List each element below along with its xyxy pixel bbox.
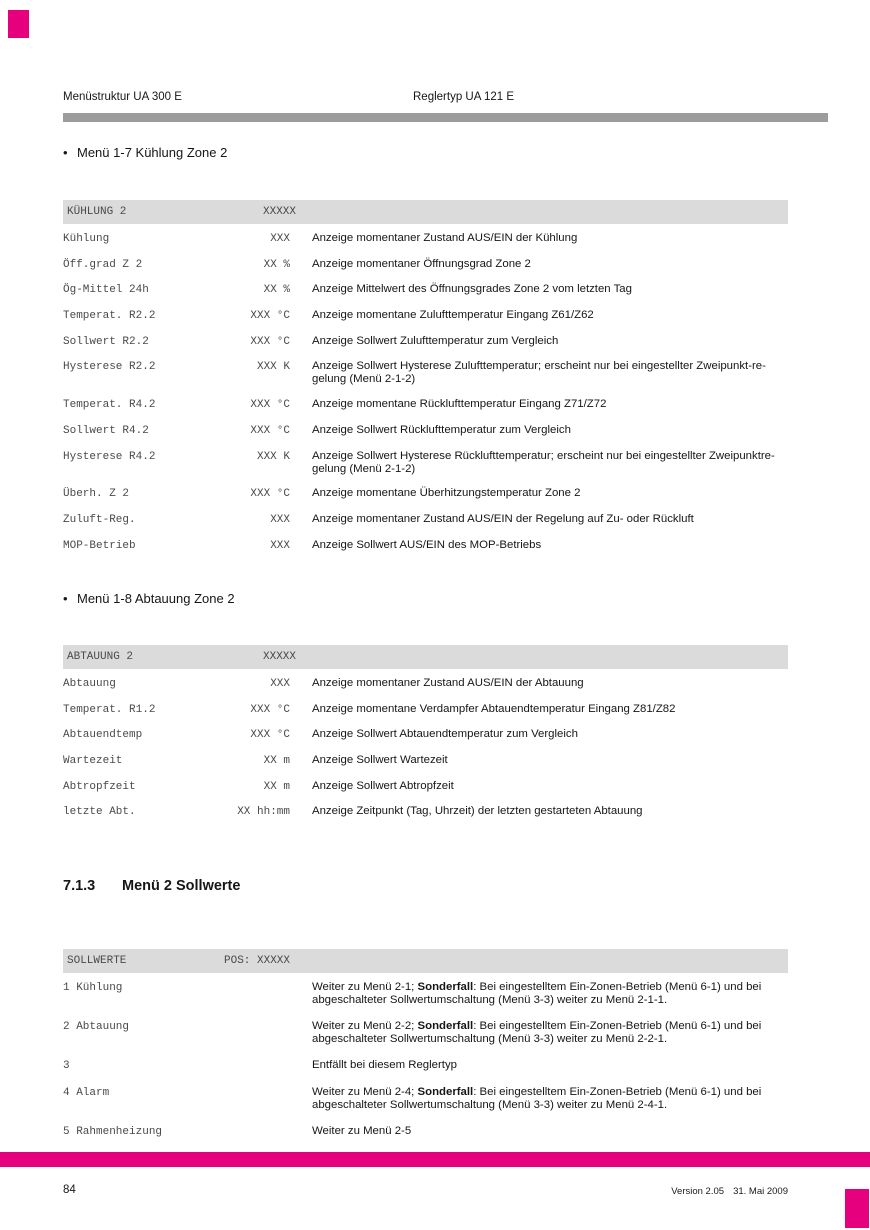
row-description: Weiter zu Menü 2-1; Sonderfall: Bei eingestelltem Ein-Zonen-Betrieb (Menü 6-1) und bei abgeschalteter Sollwertumschaltung (Menü 3-3) weiter zu Menü 2-1-1. (312, 981, 762, 1006)
table-row (63, 309, 788, 323)
table-abtauung (63, 645, 788, 831)
section-number: 7.1.3 (63, 878, 96, 894)
row-description: Anzeige Sollwert Zulufttemperatur zum Vergleich (312, 334, 559, 347)
row-label: 4 Alarm (63, 1087, 110, 1099)
brand-mark-bottom-right (845, 1189, 869, 1228)
table-row (63, 258, 788, 272)
row-label: 5 Rahmenheizung (63, 1126, 163, 1138)
table-header (63, 645, 788, 669)
row-description: Anzeige Zeitpunkt (Tag, Uhrzeit) der letzten gestarteten Abtauung (312, 805, 643, 818)
row-value: XX m (263, 755, 290, 768)
row-description: Anzeige Sollwert Abtropfzeit (312, 779, 454, 792)
row-value: XX % (263, 284, 290, 297)
table-pos-value: XXXXX (263, 651, 297, 663)
table-title: SOLLWERTE (67, 955, 127, 967)
row-description: Weiter zu Menü 2-4; Sonderfall: Bei eingestelltem Ein-Zonen-Betrieb (Menü 6-1) und bei abgeschalteter Sollwertumschaltung (Menü 3-3) weiter zu Menü 2-4-1. (312, 1086, 762, 1111)
brand-mark-top-left (8, 10, 29, 38)
row-description: Entfällt bei diesem Reglertyp (312, 1059, 457, 1071)
table-row (63, 1086, 788, 1112)
bullet-icon: • (63, 145, 68, 160)
table-row (63, 360, 788, 386)
row-value: XXX (270, 678, 290, 690)
row-description: Anzeige Sollwert Wartezeit (312, 754, 448, 767)
row-label: Zuluft-Reg. (63, 513, 136, 526)
table-row (63, 805, 788, 819)
table-title: ABTAUUNG 2 (67, 651, 134, 663)
row-value: XX % (263, 258, 290, 271)
date-label: 31. Mai 2009 (733, 1186, 788, 1197)
row-value: XXX °C (250, 729, 290, 742)
row-value: XXX °C (250, 424, 290, 437)
table-row (63, 1125, 788, 1139)
row-value: XX hh:mm (237, 806, 290, 819)
row-label: MOP-Betrieb (63, 539, 136, 552)
table-sollwerte (63, 949, 788, 1152)
row-value: XXX °C (250, 335, 290, 348)
table-pos-value: XXXXX (263, 206, 297, 218)
row-description: Anzeige Sollwert Abtauendtemperatur zum Vergleich (312, 728, 578, 741)
page-number: 84 (63, 1184, 76, 1196)
row-value: XXX °C (250, 399, 290, 412)
row-label: Überh. Z 2 (63, 488, 130, 501)
table-row (63, 1059, 788, 1073)
bullet-menu-1-7 (63, 145, 227, 160)
row-label: 1 Kühlung (63, 982, 123, 994)
table-title: KÜHLUNG 2 (67, 206, 127, 218)
table-row (63, 450, 788, 476)
table-pos-value: POS: XXXXX (224, 955, 291, 967)
row-description: Anzeige Mittelwert des Öffnungsgrades Zone 2 vom letzten Tag (312, 283, 632, 296)
row-description: Anzeige momentaner Zustand AUS/EIN der Kühlung (312, 232, 578, 244)
row-label: Temperat. R2.2 (63, 310, 156, 323)
row-description: Weiter zu Menü 2-2; Sonderfall: Bei eingestelltem Ein-Zonen-Betrieb (Menü 6-1) und bei abgeschalteter Sollwertumschaltung (Menü 3-3) weiter zu Menü 2-2-1. (312, 1020, 762, 1045)
row-label: Kühlung (63, 233, 110, 245)
row-description: Weiter zu Menü 2-5 (312, 1125, 412, 1137)
header-left-title: Menüstruktur UA 300 E (63, 91, 182, 103)
row-description: Anzeige momentaner Öffnungsgrad Zone 2 (312, 257, 531, 270)
row-label: Sollwert R2.2 (63, 335, 149, 348)
row-description: Anzeige Sollwert Hysterese Zulufttemperatur; erscheint nur bei eingestellter Zweipunkt-re- gelung (Menü 2-1-2) (312, 360, 766, 386)
table-header (63, 949, 788, 973)
table-row (63, 703, 788, 717)
row-value: XXX °C (250, 703, 290, 716)
row-description: Anzeige momentaner Zustand AUS/EIN der Abtauung (312, 677, 584, 689)
row-description: Anzeige Sollwert Hysterese Rücklufttemperatur; erscheint nur bei eingestellter Zweipunktre- gelung (Menü 2-1-2) (312, 449, 775, 475)
row-description: Anzeige momentane Überhitzungstemperatur Zone 2 (312, 487, 581, 500)
row-label: Abtropfzeit (63, 780, 136, 793)
table-header (63, 200, 788, 224)
table-row (63, 398, 788, 412)
row-label: Hysterese R2.2 (63, 361, 156, 374)
table-row (63, 487, 788, 501)
row-label: Temperat. R4.2 (63, 399, 156, 412)
section-title: Menü 2 Sollwerte (122, 878, 241, 894)
row-label: Sollwert R4.2 (63, 424, 149, 437)
row-label: Abtauung (63, 678, 116, 690)
row-value: XXX K (256, 450, 290, 463)
row-value: XXX °C (250, 310, 290, 323)
row-description: Anzeige momentane Rücklufttemperatur Eingang Z71/Z72 (312, 398, 607, 411)
row-value: XXX (270, 513, 290, 526)
row-value: XXX (270, 539, 290, 552)
row-description: Anzeige momentaner Zustand AUS/EIN der Regelung auf Zu- oder Rückluft (312, 512, 694, 525)
row-label: Öff.grad Z 2 (63, 258, 143, 271)
table-row (63, 677, 788, 691)
row-value: XXX (270, 233, 290, 245)
row-description: Anzeige momentane Verdampfer Abtauendtemperatur Eingang Z81/Z82 (312, 702, 676, 715)
bullet-label: Menü 1-8 Abtauung Zone 2 (77, 591, 235, 606)
row-label: letzte Abt. (63, 806, 136, 819)
table-row (63, 232, 788, 246)
row-description: Anzeige Sollwert AUS/EIN des MOP-Betriebs (312, 538, 542, 551)
table-row (63, 513, 788, 527)
table-row (63, 283, 788, 297)
table-row (63, 335, 788, 349)
row-label: Ög-Mittel 24h (63, 284, 149, 297)
row-label: Hysterese R4.2 (63, 450, 156, 463)
table-row (63, 754, 788, 768)
row-label: Abtauendtemp (63, 729, 143, 742)
row-label: 2 Abtauung (63, 1021, 130, 1033)
bullet-icon: • (63, 591, 68, 606)
table-row (63, 728, 788, 742)
accent-bar (0, 1152, 870, 1167)
table-row (63, 780, 788, 794)
row-value: XXX °C (250, 488, 290, 501)
row-label: 3 (63, 1060, 70, 1072)
row-value: XX m (263, 780, 290, 793)
section-heading (63, 878, 240, 895)
row-label: Temperat. R1.2 (63, 703, 156, 716)
table-kuehlung (63, 200, 788, 564)
table-row (63, 1020, 788, 1046)
header-right-title: Reglertyp UA 121 E (413, 91, 515, 103)
row-description: Anzeige Sollwert Rücklufttemperatur zum Vergleich (312, 423, 571, 436)
row-description: Anzeige momentane Zulufttemperatur Eingang Z61/Z62 (312, 309, 594, 322)
version-label: Version 2.05 (671, 1186, 725, 1197)
table-row (63, 539, 788, 553)
row-value: XXX K (256, 361, 290, 374)
version-line (63, 1186, 788, 1197)
table-row (63, 981, 788, 1007)
bullet-menu-1-8 (63, 591, 235, 606)
table-row (63, 424, 788, 438)
row-label: Wartezeit (63, 755, 123, 768)
bullet-label: Menü 1-7 Kühlung Zone 2 (77, 145, 228, 160)
header-rule (63, 113, 828, 122)
